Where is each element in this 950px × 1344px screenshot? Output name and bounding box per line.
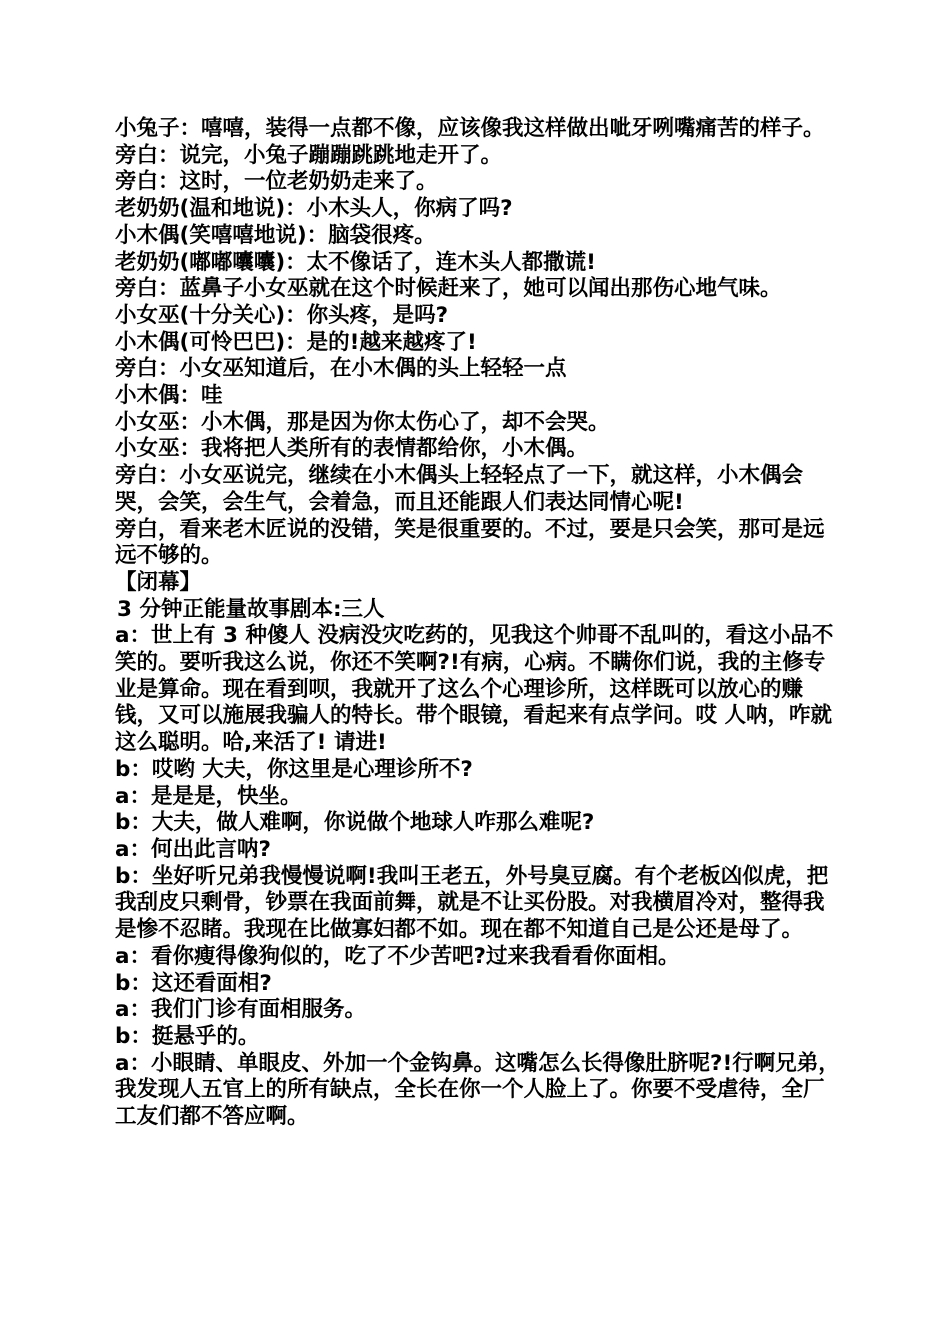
script-line: 小木偶(可怜巴巴)：是的!越来越疼了! (115, 329, 477, 355)
dialogue-line: b：坐好听兄弟我慢慢说啊!我叫王老五，外号臭豆腐。有个老板凶似虎，把我刮皮只剩骨，钞票在我面前舞，就是不让买份股。对我横眉冷对，整得我是惨不忍睹。我现在比做寡妇都不如。现在都不知道自己是公还是母了。 (115, 863, 829, 943)
dialogue-line: a：是是是，快坐。 (115, 783, 302, 809)
dialogue-line: b：这还看面相? (115, 970, 272, 996)
dialogue-line: a：世上有 3 种傻人 没病没灾吃药的，见我这个帅哥不乱叫的，看这小品不笑的。要听我这么说，你还不笑啊?!有病，心病。不瞒你们说，我的主修专业是算命。现在看到呗，我就开了这么个心理诊所，这样既可以放心的赚钱，又可以施展我骗人的特长。带个眼镜，看起来有点学问。哎 人呐，咋就这么聪明。哈,来活了! 请进! (115, 623, 834, 756)
dialogue-line: a：我们门诊有面相服务。 (115, 997, 367, 1023)
document-body (115, 116, 845, 1131)
dialogue-line: b：哎哟 大夫，你这里是心理诊所不? (115, 756, 473, 782)
dialogue-line: a：看你瘦得像狗似的，吃了不少苦吧?过来我看看你面相。 (115, 943, 680, 969)
script-title: 3 分钟正能量故事剧本:三人 (117, 596, 385, 622)
script-line: 小女巫：小木偶，那是因为你太伤心了，却不会哭。 (115, 409, 610, 435)
script-line: 旁白：这时，一位老奶奶走来了。 (115, 169, 438, 195)
script-line: 小木偶：哇 (115, 383, 223, 409)
script-line: 旁白，看来老木匠说的没错，笑是很重要的。不过，要是只会笑，那可是远远不够的。 (115, 516, 825, 569)
script-line: 小兔子：嘻嘻，装得一点都不像，应该像我这样做出呲牙咧嘴痛苦的样子。 (115, 116, 825, 141)
dialogue-line: b：挺悬乎的。 (115, 1023, 260, 1049)
dialogue-line: b：大夫，做人难啊，你说做个地球人咋那么难呢? (115, 810, 595, 836)
script-line: 小女巫：我将把人类所有的表情都给你，小木偶。 (115, 436, 589, 462)
script-line: 旁白：蓝鼻子小女巫就在这个时候赶来了，她可以闻出那伤心地气味。 (115, 276, 782, 302)
curtain-close-marker: 【闭幕】 (115, 569, 202, 595)
script-line: 小女巫(十分关心)：你头疼，是吗? (115, 302, 449, 328)
script-line: 旁白：说完，小兔子蹦蹦跳跳地走开了。 (115, 142, 503, 168)
script-line: 小木偶(笑嘻嘻地说)：脑袋很疼。 (115, 222, 436, 248)
script-line: 老奶奶(温和地说)：小木头人，你病了吗? (115, 196, 513, 222)
script-line: 旁白：小女巫说完，继续在小木偶头上轻轻点了一下，就这样，小木偶会哭，会笑，会生气，会着急，而且还能跟人们表达同情心呢! (115, 463, 804, 515)
script-line: 老奶奶(嘟嘟囔囔)：太不像话了，连木头人都撒谎! (115, 249, 596, 275)
dialogue-line: a：小眼睛、单眼皮、外加一个金钩鼻。这嘴怎么长得像肚脐呢?!行啊兄弟，我发现人五官上的所有缺点，全长在你一个人脸上了。你要不受虐待，全厂工友们都不答应啊。 (115, 1050, 840, 1130)
script-line: 旁白：小女巫知道后，在小木偶的头上轻轻一点 (115, 356, 567, 382)
dialogue-line: a：何出此言呐? (115, 836, 271, 862)
